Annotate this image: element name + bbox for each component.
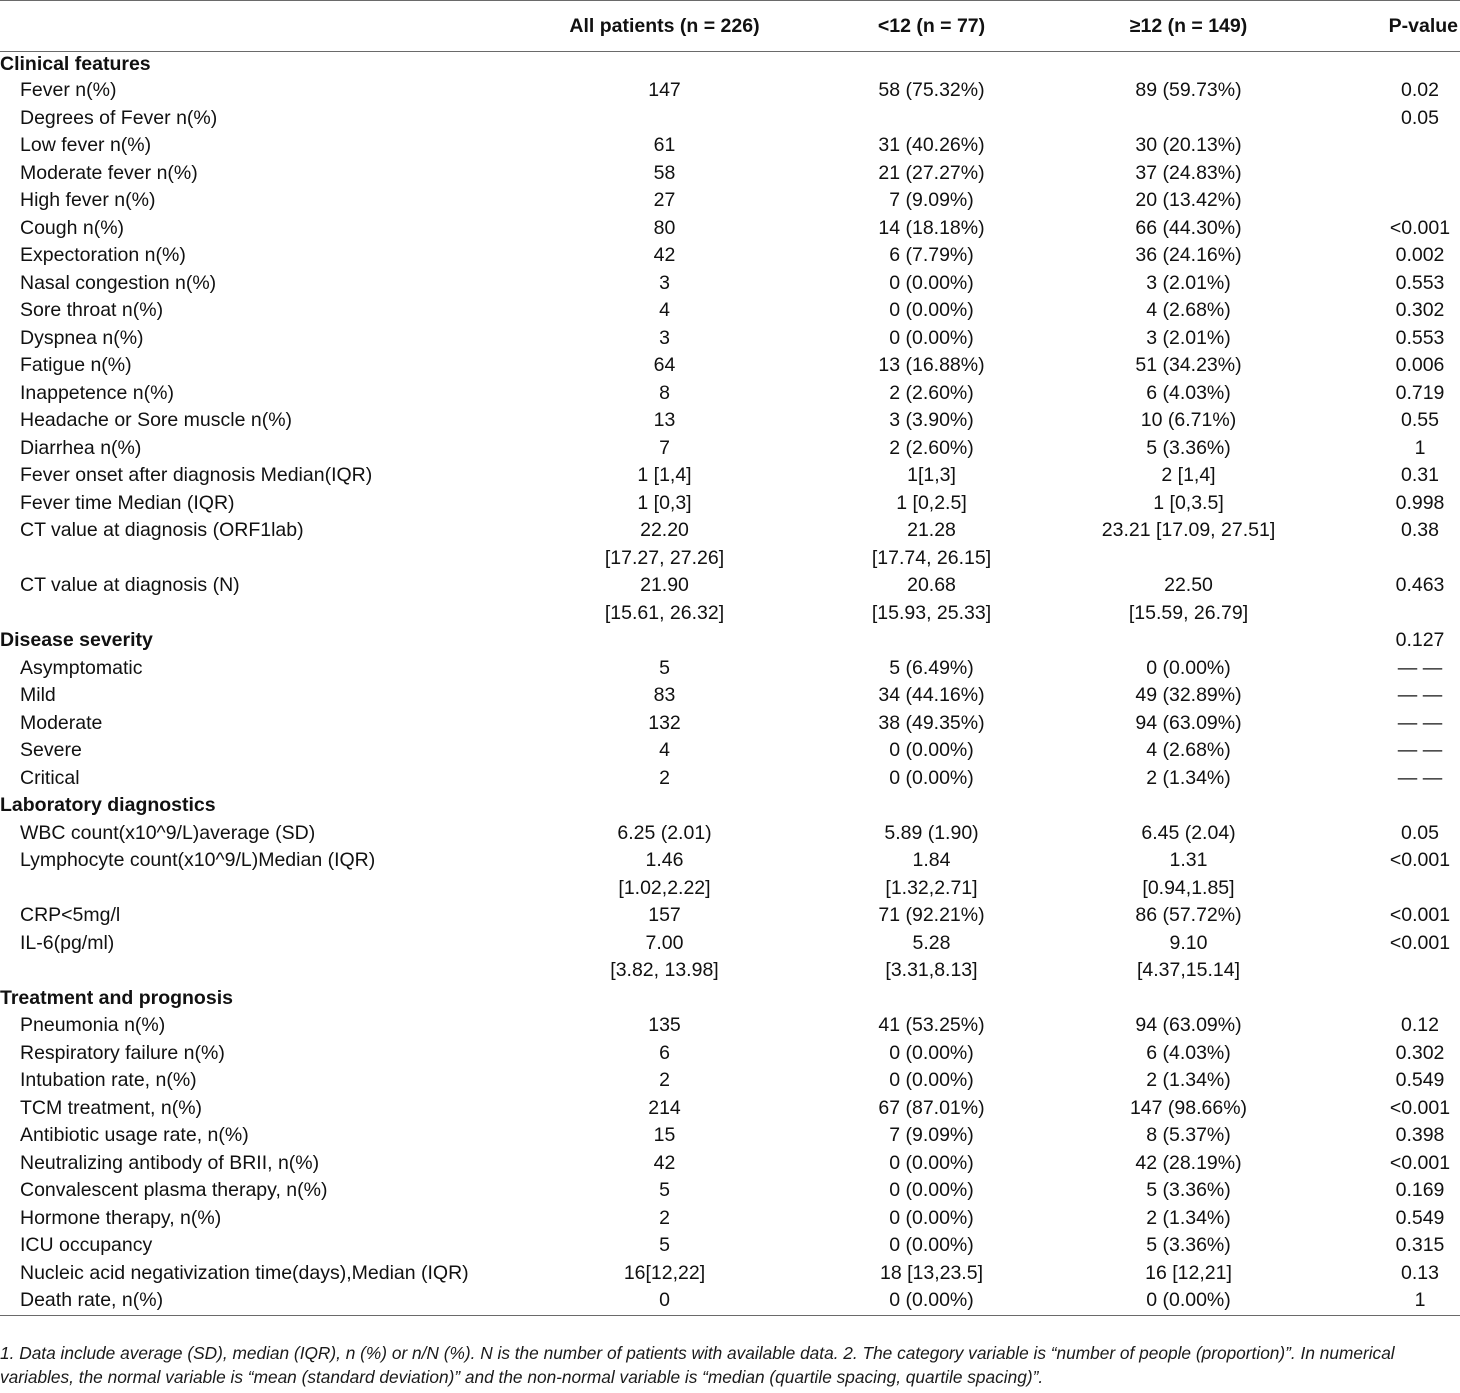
continuation-row — [0, 957, 1460, 985]
table-row — [0, 297, 1460, 325]
cell-p-value — [1310, 187, 1460, 215]
cell-under-12: 7 (9.09%) — [889, 189, 974, 211]
table-row — [0, 490, 1460, 518]
cell-12-and-over: 8 (5.37%) — [1146, 1124, 1231, 1146]
cell-all-patients: [1.02,2.22] — [618, 876, 711, 899]
cell-under-12: 0 (0.00%) — [889, 1151, 974, 1174]
cell-under-12: 0 (0.00%) — [889, 271, 974, 294]
cell-12-and-over: 4 (2.68%) — [1146, 299, 1231, 321]
cell-under-12 — [796, 105, 1067, 133]
cell-under-12: 1 [0,2.5] — [896, 491, 967, 514]
cell-12-and-over: 6 (4.03%) — [1146, 381, 1231, 404]
cell-12-and-over: 2 [1,4] — [1161, 464, 1216, 486]
row-label: Sore throat n(%) — [20, 299, 164, 321]
cell-p-value: 0.463 — [1395, 574, 1445, 596]
cell-p-value: 1 — [1414, 436, 1426, 459]
cell-p-value: 0.998 — [1395, 491, 1445, 514]
table-row — [0, 737, 1460, 765]
row-label: Dyspnea n(%) — [20, 326, 144, 349]
cell-p-value: 0.553 — [1395, 326, 1445, 349]
section-heading: Laboratory diagnostics — [0, 794, 216, 816]
cell-under-12: 0 (0.00%) — [889, 326, 974, 349]
cell-12-and-over: 1 [0,3.5] — [1153, 491, 1224, 514]
table-row — [0, 655, 1460, 683]
cell-p-value: 0.55 — [1401, 409, 1439, 431]
cell-under-12 — [796, 792, 1067, 820]
row-label: Death rate, n(%) — [0, 1287, 533, 1315]
cell-p-value: <0.001 — [1389, 904, 1451, 926]
cell-p-value: 0.31 — [1401, 464, 1439, 486]
table-header — [0, 1, 1460, 52]
cell-under-12: 0 (0.00%) — [889, 299, 974, 321]
cell-12-and-over: 10 (6.71%) — [1140, 409, 1237, 431]
cell-p-value: 0.302 — [1395, 1041, 1445, 1064]
cell-12-and-over: 0 (0.00%) — [1146, 656, 1231, 679]
cell-12-and-over: 2 (1.34%) — [1146, 1206, 1231, 1229]
header-p-value: P-value — [1310, 1, 1460, 52]
cell-all-patients: 135 — [648, 1014, 681, 1036]
cell-p-value: — — — [1397, 711, 1443, 734]
row-label: Fatigue n(%) — [20, 354, 132, 376]
cell-under-12: 6 (7.79%) — [889, 244, 974, 266]
cell-12-and-over: 51 (34.23%) — [1135, 354, 1242, 376]
table-row — [0, 435, 1460, 463]
section-heading: Disease severity — [0, 629, 153, 651]
cell-all-patients: 27 — [653, 189, 676, 211]
row-label: Fever n(%) — [20, 79, 117, 101]
cell-all-patients: 6.25 (2.01) — [617, 821, 712, 844]
table-row — [0, 1095, 1460, 1123]
cell-all-patients: 64 — [653, 354, 676, 376]
cell-12-and-over: 37 (24.83%) — [1135, 161, 1242, 184]
cell-p-value: 0.006 — [1395, 354, 1445, 376]
table-row — [0, 160, 1460, 188]
cell-12-and-over: 1.31 — [1169, 849, 1208, 871]
row-label: Convalescent plasma therapy, n(%) — [20, 1179, 328, 1201]
cell-under-12 — [796, 627, 1067, 655]
table-row — [0, 710, 1460, 738]
cell-12-and-over: 20 (13.42%) — [1135, 189, 1242, 211]
cell-12-and-over — [1067, 627, 1310, 655]
cell-under-12: 34 (44.16%) — [878, 684, 985, 706]
cell-under-12: 13 (16.88%) — [878, 354, 985, 376]
cell-all-patients: 42 — [653, 1151, 676, 1174]
cell-p-value — [1310, 600, 1460, 628]
cell-p-value: 0.05 — [1401, 821, 1439, 844]
cell-under-12: [17.74, 26.15] — [871, 546, 992, 569]
cell-all-patients: [3.82, 13.98] — [610, 959, 719, 981]
header-row — [0, 1, 1460, 52]
cell-12-and-over: 42 (28.19%) — [1135, 1151, 1242, 1174]
cell-under-12: 0 (0.00%) — [889, 1179, 974, 1201]
cell-all-patients: 2 — [659, 766, 670, 789]
row-label: Low fever n(%) — [20, 134, 152, 156]
cell-p-value: <0.001 — [1389, 216, 1451, 239]
cell-under-12: 0 (0.00%) — [796, 1287, 1067, 1315]
header-variable — [0, 1, 533, 52]
row-label: Hormone therapy, n(%) — [20, 1206, 222, 1229]
row-label: ICU occupancy — [20, 1234, 153, 1256]
cell-p-value — [1310, 132, 1460, 160]
cell-all-patients: 1.46 — [645, 849, 684, 871]
cell-12-and-over: 2 (1.34%) — [1146, 766, 1231, 789]
cell-all-patients: 61 — [653, 134, 676, 156]
cell-all-patients — [533, 105, 796, 133]
cell-all-patients: 58 — [653, 161, 676, 184]
cell-12-and-over: 94 (63.09%) — [1135, 1014, 1242, 1036]
row-label: Critical — [20, 766, 80, 789]
cell-12-and-over — [1067, 105, 1310, 133]
cell-under-12: 67 (87.01%) — [878, 1096, 985, 1119]
cell-all-patients: 4 — [659, 739, 670, 761]
cell-p-value — [1310, 52, 1460, 78]
cell-p-value: 0.549 — [1395, 1206, 1445, 1229]
continuation-row — [0, 600, 1460, 628]
cell-all-patients: 0 — [533, 1287, 796, 1315]
table-row — [0, 1232, 1460, 1260]
cell-12-and-over: 30 (20.13%) — [1135, 134, 1242, 156]
table-row — [0, 820, 1460, 848]
cell-under-12: 58 (75.32%) — [878, 79, 985, 101]
row-label: Headache or Sore muscle n(%) — [20, 409, 293, 431]
cell-12-and-over: 0 (0.00%) — [1067, 1287, 1310, 1315]
cell-12-and-over: 3 (2.01%) — [1146, 271, 1231, 294]
table-row — [0, 682, 1460, 710]
cell-12-and-over — [1067, 792, 1310, 820]
cell-p-value: <0.001 — [1389, 849, 1451, 871]
cell-under-12 — [796, 52, 1067, 78]
header-under-12: <12 (n = 77) — [796, 1, 1067, 52]
row-label: CT value at diagnosis (ORF1lab) — [20, 519, 304, 541]
table-row — [0, 1150, 1460, 1178]
cell-under-12: 2 (2.60%) — [889, 381, 974, 404]
table-body — [0, 52, 1460, 1316]
table-row — [0, 1177, 1460, 1205]
cell-12-and-over: 36 (24.16%) — [1135, 244, 1242, 266]
cell-under-12 — [796, 985, 1067, 1013]
cell-p-value — [1310, 160, 1460, 188]
row-label: Diarrhea n(%) — [20, 436, 142, 459]
cell-all-patients: 16[12,22] — [623, 1261, 706, 1284]
row-label: Intubation rate, n(%) — [20, 1069, 197, 1091]
cell-under-12: 0 (0.00%) — [889, 1206, 974, 1229]
table-row — [0, 517, 1460, 545]
table-row — [0, 242, 1460, 270]
cell-all-patients: [17.27, 27.26] — [604, 546, 725, 569]
cell-12-and-over: 66 (44.30%) — [1135, 216, 1242, 239]
cell-under-12: 1.84 — [912, 849, 951, 871]
cell-under-12: [1.32,2.71] — [885, 876, 978, 899]
section-row — [0, 627, 1460, 655]
cell-p-value — [1310, 985, 1460, 1013]
cell-all-patients — [533, 792, 796, 820]
cell-12-and-over: 2 (1.34%) — [1146, 1069, 1231, 1091]
cell-p-value: 0.12 — [1401, 1014, 1439, 1036]
table-row — [0, 270, 1460, 298]
table-row — [0, 572, 1460, 600]
table-row — [0, 1040, 1460, 1068]
cell-p-value: 0.169 — [1395, 1179, 1445, 1201]
row-label: TCM treatment, n(%) — [20, 1096, 203, 1119]
cell-all-patients — [533, 52, 796, 78]
row-label: Mild — [20, 684, 56, 706]
table-row — [0, 765, 1460, 793]
table-row — [0, 930, 1460, 958]
row-label: Antibiotic usage rate, n(%) — [20, 1124, 249, 1146]
row-label: Pneumonia n(%) — [20, 1014, 166, 1036]
section-row — [0, 792, 1460, 820]
row-label — [0, 545, 533, 573]
table-row — [0, 1260, 1460, 1288]
table-row — [0, 215, 1460, 243]
cell-12-and-over: 5 (3.36%) — [1146, 1234, 1231, 1256]
cell-under-12: 5.28 — [912, 931, 951, 954]
cell-p-value: 0.38 — [1401, 519, 1439, 541]
cell-all-patients: 22.20 — [640, 519, 689, 541]
cell-under-12: 0 (0.00%) — [889, 1234, 974, 1256]
cell-p-value — [1310, 957, 1460, 985]
cell-under-12: 3 (3.90%) — [889, 409, 974, 431]
cell-p-value — [1310, 875, 1460, 903]
cell-12-and-over: 22.50 — [1164, 574, 1213, 596]
table-row — [0, 1287, 1460, 1315]
row-label: Inappetence n(%) — [20, 381, 174, 404]
table-row — [0, 1122, 1460, 1150]
table-row — [0, 1067, 1460, 1095]
row-label: Nasal congestion n(%) — [20, 271, 217, 294]
cell-p-value: 0.549 — [1395, 1069, 1445, 1091]
cell-all-patients: 132 — [648, 711, 681, 734]
cell-12-and-over: [0.94,1.85] — [1142, 876, 1235, 899]
cell-p-value: 0.315 — [1395, 1234, 1445, 1256]
cell-12-and-over: 16 [12,21] — [1145, 1261, 1232, 1284]
cell-p-value: <0.001 — [1389, 1151, 1451, 1174]
row-label: High fever n(%) — [20, 189, 156, 211]
row-label: Moderate — [20, 711, 103, 734]
cell-p-value: 1 — [1310, 1287, 1460, 1315]
section-heading: Clinical features — [0, 53, 151, 75]
cell-12-and-over: 49 (32.89%) — [1135, 684, 1242, 706]
header-12-and-over: ≥12 (n = 149) — [1067, 1, 1310, 52]
cell-12-and-over: 3 (2.01%) — [1146, 326, 1231, 349]
cell-p-value: 0.05 — [1401, 106, 1439, 129]
cell-12-and-over: 147 (98.66%) — [1129, 1096, 1248, 1119]
cell-12-and-over: 9.10 — [1169, 931, 1208, 954]
header-all-patients: All patients (n = 226) — [533, 1, 796, 52]
cell-all-patients — [533, 985, 796, 1013]
table-row — [0, 325, 1460, 353]
cell-p-value: — — — [1397, 656, 1443, 679]
cell-all-patients: 5 — [659, 1179, 670, 1201]
cell-12-and-over: 86 (57.72%) — [1135, 904, 1242, 926]
cell-all-patients: 5 — [659, 656, 670, 679]
table-row — [0, 187, 1460, 215]
continuation-row — [0, 875, 1460, 903]
cell-12-and-over — [1067, 985, 1310, 1013]
cell-all-patients: 83 — [653, 684, 676, 706]
section-heading: Treatment and prognosis — [0, 986, 233, 1009]
cell-12-and-over: 5 (3.36%) — [1146, 1179, 1231, 1201]
cell-12-and-over: 94 (63.09%) — [1135, 711, 1242, 734]
cell-all-patients: [15.61, 26.32] — [604, 601, 725, 624]
row-label: Respiratory failure n(%) — [20, 1041, 225, 1064]
row-label: Neutralizing antibody of BRII, n(%) — [20, 1151, 320, 1174]
cell-p-value: 0.02 — [1401, 79, 1439, 101]
row-label — [0, 600, 533, 628]
cell-12-and-over — [1067, 52, 1310, 78]
cell-all-patients: 1 [1,4] — [637, 464, 692, 486]
cell-p-value: 0.553 — [1395, 271, 1445, 294]
table-row — [0, 105, 1460, 133]
cell-under-12: 0 (0.00%) — [889, 766, 974, 789]
cell-p-value: 0.13 — [1401, 1261, 1439, 1284]
cell-under-12: 41 (53.25%) — [878, 1014, 985, 1036]
row-label: Fever time Median (IQR) — [20, 491, 235, 514]
cell-all-patients: 147 — [648, 79, 681, 101]
row-label: CT value at diagnosis (N) — [20, 574, 240, 596]
cell-under-12: 20.68 — [907, 574, 956, 596]
cell-under-12: 5.89 (1.90) — [884, 821, 979, 844]
cell-12-and-over: 5 (3.36%) — [1146, 436, 1231, 459]
cell-all-patients: 157 — [648, 904, 681, 926]
cell-all-patients — [533, 627, 796, 655]
row-label: Asymptomatic — [20, 656, 143, 679]
cell-under-12: 21.28 — [907, 519, 956, 541]
cell-p-value: 0.127 — [1395, 629, 1445, 651]
cell-p-value: <0.001 — [1389, 931, 1451, 954]
cell-p-value: 0.002 — [1395, 244, 1445, 266]
cell-12-and-over: [4.37,15.14] — [1136, 959, 1240, 981]
row-label: Lymphocyte count(x10^9/L)Median (IQR) — [20, 849, 376, 871]
cell-p-value — [1310, 792, 1460, 820]
cell-p-value: 0.398 — [1395, 1124, 1445, 1146]
cell-under-12: 18 [13,23.5] — [879, 1261, 983, 1284]
row-label: IL-6(pg/ml) — [20, 931, 115, 954]
cell-under-12: [15.93, 25.33] — [871, 601, 992, 624]
cell-all-patients: 2 — [659, 1069, 670, 1091]
cell-all-patients: 21.90 — [640, 574, 689, 596]
cell-under-12: 1[1,3] — [907, 464, 956, 486]
cell-under-12: [3.31,8.13] — [885, 959, 978, 981]
row-label: Nucleic acid negativization time(days),Median (IQR) — [20, 1261, 469, 1284]
cell-all-patients: 214 — [648, 1096, 681, 1119]
cell-all-patients: 5 — [659, 1234, 670, 1256]
row-label — [0, 957, 533, 985]
cell-12-and-over: 23.21 [17.09, 27.51] — [1101, 519, 1276, 541]
row-label: Moderate fever n(%) — [20, 161, 198, 184]
cell-all-patients: 3 — [659, 326, 670, 349]
section-row — [0, 985, 1460, 1013]
table-row — [0, 462, 1460, 490]
cell-p-value: — — — [1397, 739, 1443, 761]
cell-all-patients: 15 — [653, 1124, 676, 1146]
cell-under-12: 7 (9.09%) — [889, 1124, 974, 1146]
cell-under-12: 5 (6.49%) — [889, 656, 974, 679]
table-row — [0, 77, 1460, 105]
cell-p-value: — — — [1397, 766, 1443, 789]
cell-12-and-over — [1067, 545, 1310, 573]
cell-under-12: 0 (0.00%) — [889, 739, 974, 761]
row-label — [0, 875, 533, 903]
cell-all-patients: 4 — [659, 299, 670, 321]
cell-all-patients: 3 — [659, 271, 670, 294]
row-label: CRP<5mg/l — [20, 904, 121, 926]
row-label: WBC count(x10^9/L)average (SD) — [20, 821, 316, 844]
cell-all-patients: 1 [0,3] — [637, 491, 692, 514]
cell-12-and-over: 89 (59.73%) — [1135, 79, 1242, 101]
row-label: Severe — [20, 739, 82, 761]
cell-all-patients: 80 — [653, 216, 676, 239]
table-footnote: 1. Data include average (SD), median (IQR), n (%) or n/N (%). N is the number of patients with available data. 2. The category variable is “number of people (proportion)”. In numerical variables, the normal variable is “mean (standard deviation)” and the non-normal variable is “median (quartile spacing, quartile spacing)”. — [0, 1343, 1395, 1387]
table-row — [0, 352, 1460, 380]
table-row — [0, 1012, 1460, 1040]
cell-all-patients: 7 — [659, 436, 670, 459]
cell-under-12: 71 (92.21%) — [878, 904, 985, 926]
cell-under-12: 31 (40.26%) — [878, 134, 985, 156]
cell-all-patients: 6 — [659, 1041, 670, 1064]
cell-under-12: 2 (2.60%) — [889, 436, 974, 459]
cell-all-patients: 7.00 — [645, 931, 684, 954]
cell-under-12: 0 (0.00%) — [889, 1041, 974, 1064]
cell-all-patients: 13 — [653, 409, 676, 431]
row-label: Fever onset after diagnosis Median(IQR) — [20, 464, 373, 486]
table-row — [0, 132, 1460, 160]
row-label: Degrees of Fever n(%) — [20, 106, 218, 129]
table-row — [0, 902, 1460, 930]
section-row — [0, 52, 1460, 78]
row-label: Expectoration n(%) — [20, 244, 186, 266]
cell-under-12: 0 (0.00%) — [889, 1069, 974, 1091]
row-label: Cough n(%) — [20, 216, 125, 239]
cell-12-and-over: [15.59, 26.79] — [1128, 601, 1249, 624]
cell-12-and-over: 6.45 (2.04) — [1141, 821, 1236, 844]
cell-all-patients: 8 — [659, 381, 670, 404]
cell-p-value: — — — [1397, 684, 1443, 706]
table-row — [0, 847, 1460, 875]
cell-p-value: 0.302 — [1395, 299, 1445, 321]
table-row — [0, 1205, 1460, 1233]
cell-under-12: 14 (18.18%) — [878, 216, 985, 239]
cell-under-12: 21 (27.27%) — [878, 161, 985, 184]
cell-p-value — [1310, 545, 1460, 573]
continuation-row — [0, 545, 1460, 573]
cell-p-value: 0.719 — [1395, 381, 1445, 404]
table-row — [0, 407, 1460, 435]
table-row — [0, 380, 1460, 408]
cell-all-patients: 42 — [653, 244, 676, 266]
cell-12-and-over: 4 (2.68%) — [1146, 739, 1231, 761]
cell-12-and-over: 6 (4.03%) — [1146, 1041, 1231, 1064]
cell-under-12: 38 (49.35%) — [878, 711, 985, 734]
cell-p-value: <0.001 — [1389, 1096, 1451, 1119]
cell-all-patients: 2 — [659, 1206, 670, 1229]
